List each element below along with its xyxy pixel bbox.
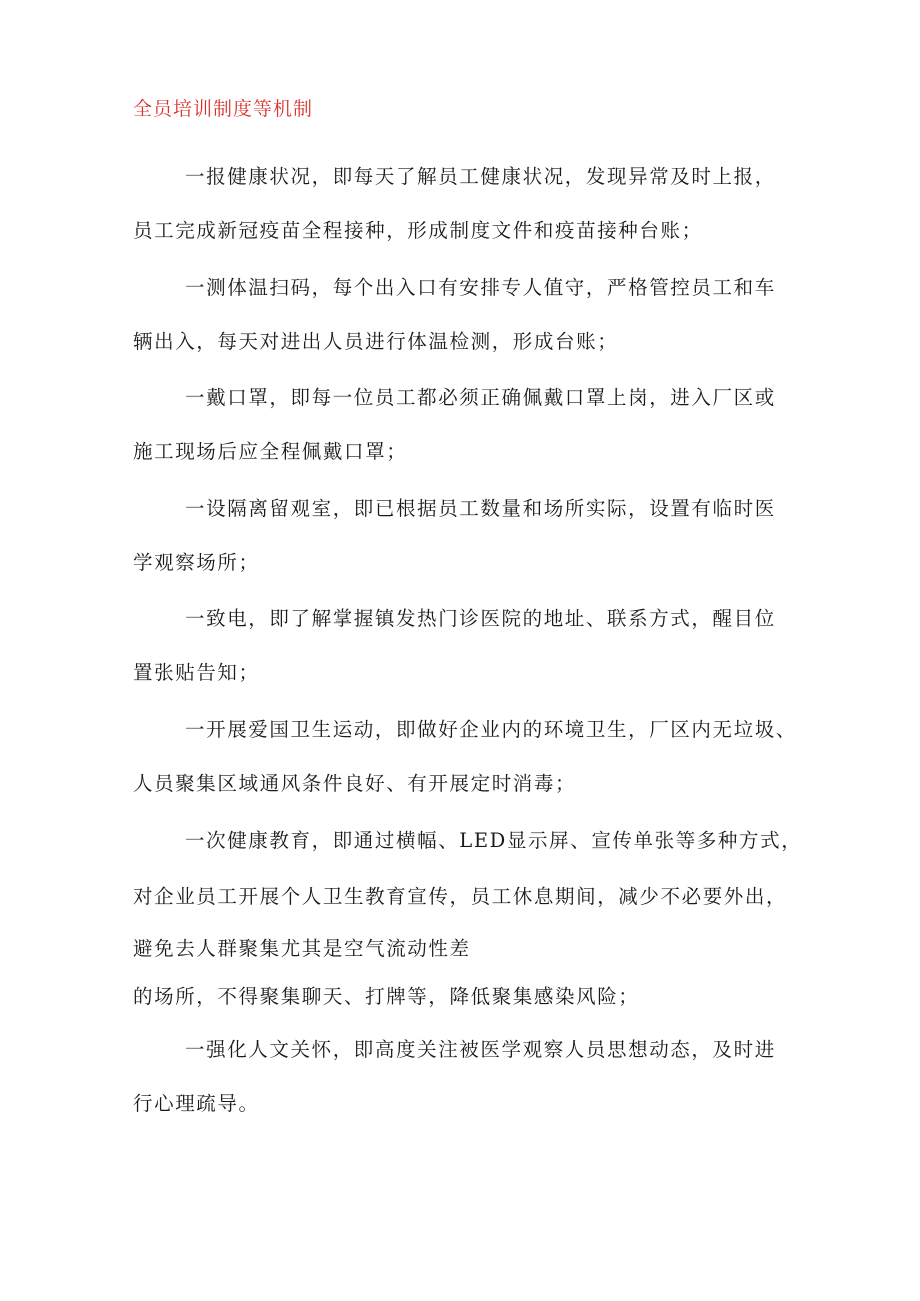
paragraph-line: 对企业员工开展个人卫生教育宣传，员工休息期间，减少不必要外出， <box>133 885 788 908</box>
paragraph-line: 一设隔离留观室，即已根据员工数量和场所实际，设置有临时医 <box>185 497 776 520</box>
paragraph-line: 一戴口罩，即每一位员工都必须正确佩戴口罩上岗，进入厂区或 <box>185 386 776 409</box>
paragraph-health-education <box>133 813 823 1021</box>
paragraph-line: 避免去人群聚集尤其是空气流动性差 <box>133 937 471 960</box>
paragraph-line: 人员聚集区域通风条件良好、有开展定时消毒； <box>133 772 577 795</box>
paragraph-contact-clinic <box>133 592 823 700</box>
paragraph-line: 一测体温扫码，每个出入口有安排专人值守，严格管控员工和车 <box>185 276 776 299</box>
paragraph-line: 一强化人文关怀，即高度关注被医学观察人员思想动态，及时进 <box>185 1038 776 1061</box>
paragraph-sanitation <box>133 703 823 811</box>
paragraph-line: 学观察场所； <box>133 551 260 574</box>
paragraph-line: 辆出入，每天对进出人员进行体温检测，形成台账； <box>133 330 619 353</box>
paragraph-line: 置张贴告知； <box>133 661 260 684</box>
paragraph-line: 一开展爱国卫生运动，即做好企业内的环境卫生，厂区内无垃圾、 <box>185 718 797 741</box>
paragraph-line: 的场所，不得聚集聊天、打牌等，降低聚集感染风险； <box>133 985 640 1008</box>
paragraph-health-report <box>133 150 823 258</box>
paragraph-line: 一报健康状况，即每天了解员工健康状况，发现异常及时上报， <box>185 165 776 188</box>
paragraph-line: 一次健康教育，即通过横幅、LED显示屏、宣传单张等多种方式， <box>185 829 803 852</box>
paragraph-line: 员工完成新冠疫苗全程接种，形成制度文件和疫苗接种台账； <box>133 219 703 242</box>
paragraph-temperature-check <box>133 261 823 369</box>
paragraph-line: 一致电，即了解掌握镇发热门诊医院的地址、联系方式，醒目位 <box>185 607 776 630</box>
paragraph-mask <box>133 371 823 479</box>
paragraph-humanistic-care <box>133 1023 823 1131</box>
paragraph-line: 施工现场后应全程佩戴口罩； <box>133 440 408 463</box>
paragraph-line: 行心理疏导。 <box>133 1092 260 1115</box>
paragraph-isolation-room <box>133 482 823 590</box>
document-title: 全员培训制度等机制 <box>133 98 314 120</box>
